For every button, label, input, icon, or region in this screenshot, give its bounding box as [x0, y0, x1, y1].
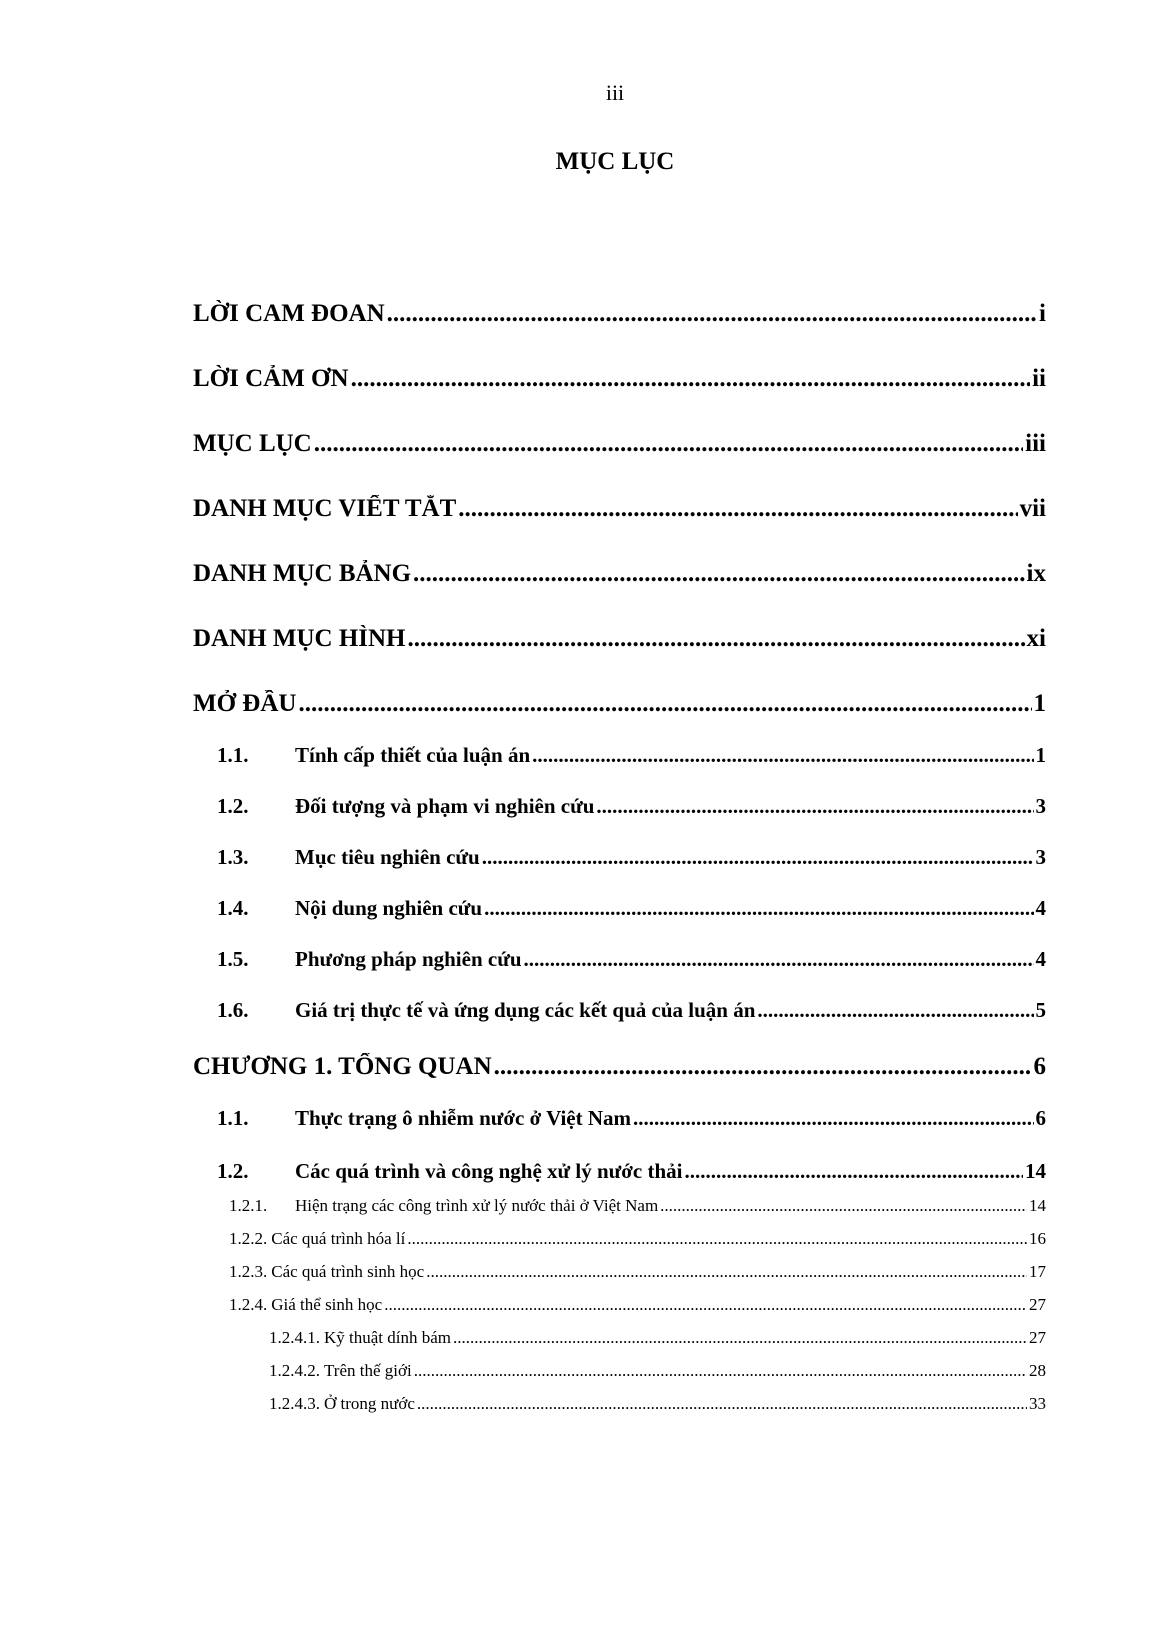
toc-entry-number: 1.2.4.1.	[269, 1328, 320, 1347]
dot-leader	[633, 1106, 1033, 1131]
toc-entry-label: Hiện trạng các công trình xử lý nước thải ở Việt Nam	[295, 1196, 659, 1215]
toc-entry-label: Ở trong nước	[324, 1394, 415, 1413]
toc-entry-1-5[interactable]	[217, 947, 1046, 972]
toc-entry-label: Các quá trình hóa lí	[271, 1229, 406, 1248]
toc-entry-page: 16	[1029, 1229, 1046, 1248]
toc-entry-page: 3	[1035, 845, 1046, 869]
toc-entry-1-2-1[interactable]	[229, 1196, 1046, 1216]
toc-entry-ch1-1-2[interactable]	[217, 1159, 1046, 1184]
toc-entry-label: Tính cấp thiết của luận án	[295, 743, 531, 767]
toc-entry-1-2-4-1[interactable]	[269, 1328, 1046, 1348]
dot-leader	[407, 1229, 1027, 1249]
toc-entry-number: 1.3.	[217, 845, 249, 869]
toc-entry-number: 1.6.	[217, 998, 249, 1022]
toc-entry-1-4[interactable]	[217, 896, 1046, 921]
dot-leader	[417, 1394, 1027, 1414]
toc-entry-label: DANH MỤC VIẾT TẮT	[193, 495, 457, 522]
toc-entry-label: DANH MỤC BẢNG	[193, 560, 412, 587]
toc-entry-page: xi	[1026, 625, 1046, 652]
dot-leader	[482, 845, 1034, 870]
toc-entry-loi-cam-on[interactable]	[193, 365, 1046, 393]
toc-entry-loi-cam-doan[interactable]	[193, 300, 1046, 328]
toc-entry-1-2-2[interactable]	[229, 1229, 1046, 1249]
toc-entry-number: 1.4.	[217, 896, 249, 920]
toc-entry-label: DANH MỤC HÌNH	[193, 625, 406, 652]
toc-entry-page: iii	[1025, 430, 1046, 457]
dot-leader	[596, 794, 1033, 819]
toc-entry-page: 6	[1033, 1053, 1046, 1080]
toc-entry-page: 27	[1029, 1328, 1046, 1347]
toc-entry-page: 17	[1029, 1262, 1046, 1281]
toc-entry-number: 1.2.4.3.	[269, 1394, 320, 1413]
toc-entry-1-3[interactable]	[217, 845, 1046, 870]
toc-entry-page: ix	[1026, 560, 1046, 587]
toc-entry-page: 6	[1035, 1106, 1046, 1130]
toc-entry-danh-muc-hinh[interactable]	[193, 625, 1046, 653]
toc-entry-1-2[interactable]	[217, 794, 1046, 819]
toc-entry-chuong-1[interactable]	[193, 1053, 1046, 1081]
toc-entry-page: 3	[1035, 794, 1046, 818]
toc-entry-danh-muc-bang[interactable]	[193, 560, 1046, 588]
toc-entry-1-2-4-2[interactable]	[269, 1361, 1046, 1381]
toc-entry-number: 1.2.2.	[229, 1229, 268, 1248]
toc-entry-number: 1.1.	[217, 743, 249, 767]
dot-leader	[494, 1053, 1032, 1081]
dot-leader	[413, 560, 1025, 588]
toc-entry-page: 1	[1035, 743, 1046, 767]
dot-leader	[484, 896, 1033, 921]
toc-entry-label: Đối tượng và phạm vi nghiên cứu	[295, 794, 595, 818]
toc-entry-label: Các quá trình sinh học	[271, 1262, 425, 1281]
toc-entry-page: 27	[1029, 1295, 1046, 1314]
toc-entry-page: 4	[1035, 947, 1046, 971]
toc-entry-label: Kỹ thuật dính bám	[324, 1328, 452, 1347]
toc-entry-page: ii	[1032, 365, 1046, 392]
toc-entry-label: Nội dung nghiên cứu	[295, 896, 483, 920]
toc-entry-1-1[interactable]	[217, 743, 1046, 768]
toc-entry-1-6[interactable]	[217, 998, 1046, 1023]
toc-entry-label: Các quá trình và công nghệ xử lý nước thải	[295, 1159, 683, 1183]
toc-entry-number: 1.2.4.2.	[269, 1361, 320, 1380]
dot-leader	[384, 1295, 1027, 1315]
toc-entry-number: 1.2.	[217, 1159, 249, 1183]
toc-entry-label: Giá trị thực tế và ứng dụng các kết quả của luận án	[295, 998, 756, 1022]
dot-leader	[351, 365, 1031, 393]
toc-entry-label: LỜI CẢM ƠN	[193, 365, 349, 392]
toc-entry-mo-dau[interactable]	[193, 690, 1046, 718]
toc-entry-page: 33	[1029, 1394, 1046, 1413]
dot-leader	[453, 1328, 1027, 1348]
toc-entry-page: i	[1039, 300, 1046, 327]
toc-entry-danh-muc-viet-tat[interactable]	[193, 495, 1046, 523]
toc-entry-page: 28	[1029, 1361, 1046, 1380]
toc-entry-page: 14	[1025, 1159, 1046, 1183]
dot-leader	[757, 998, 1033, 1023]
toc-entry-1-2-4[interactable]	[229, 1295, 1046, 1315]
toc-entry-label: Mục tiêu nghiên cứu	[295, 845, 480, 869]
toc-entry-page: 4	[1035, 896, 1046, 920]
toc-entry-label: CHƯƠNG 1. TỔNG QUAN	[193, 1053, 492, 1080]
toc-entry-ch1-1-1[interactable]	[217, 1106, 1046, 1131]
dot-leader	[414, 1361, 1027, 1381]
dot-leader	[660, 1196, 1027, 1216]
toc-entry-page: vii	[1019, 495, 1046, 522]
toc-entry-number: 1.2.3.	[229, 1262, 268, 1281]
dot-leader	[458, 495, 1017, 523]
toc-entry-page: 14	[1029, 1196, 1046, 1215]
toc-entry-number: 1.2.	[217, 794, 249, 818]
toc-entry-page: 1	[1033, 690, 1046, 717]
toc-entry-number: 1.1.	[217, 1106, 249, 1130]
toc-entry-number: 1.2.1.	[229, 1196, 268, 1215]
dot-leader	[408, 625, 1025, 653]
toc-entry-number: 1.2.4.	[229, 1295, 268, 1314]
dot-leader	[532, 743, 1033, 768]
toc-entry-1-2-3[interactable]	[229, 1262, 1046, 1282]
toc-entry-page: 5	[1035, 998, 1046, 1022]
toc-entry-1-2-4-3[interactable]	[269, 1394, 1046, 1414]
toc-entry-label: Giá thể sinh học	[271, 1295, 383, 1314]
toc-heading: MỤC LỤC	[555, 148, 675, 175]
dot-leader	[684, 1159, 1023, 1184]
toc-entry-number: 1.5.	[217, 947, 249, 971]
toc-entry-label: LỜI CAM ĐOAN	[193, 300, 385, 327]
dot-leader	[524, 947, 1034, 972]
toc-entry-label: MỤC LỤC	[193, 430, 312, 457]
toc-entry-label: Phương pháp nghiên cứu	[295, 947, 522, 971]
dot-leader	[298, 690, 1031, 718]
toc-entry-label: Trên thế giới	[324, 1361, 412, 1380]
dot-leader	[387, 300, 1037, 328]
toc-entry-muc-luc[interactable]	[193, 430, 1046, 458]
dot-leader	[426, 1262, 1027, 1282]
dot-leader	[314, 430, 1023, 458]
page-number: iii	[605, 80, 625, 105]
toc-entry-label: MỞ ĐẦU	[193, 690, 297, 717]
toc-entry-label: Thực trạng ô nhiễm nước ở Việt Nam	[295, 1106, 632, 1130]
